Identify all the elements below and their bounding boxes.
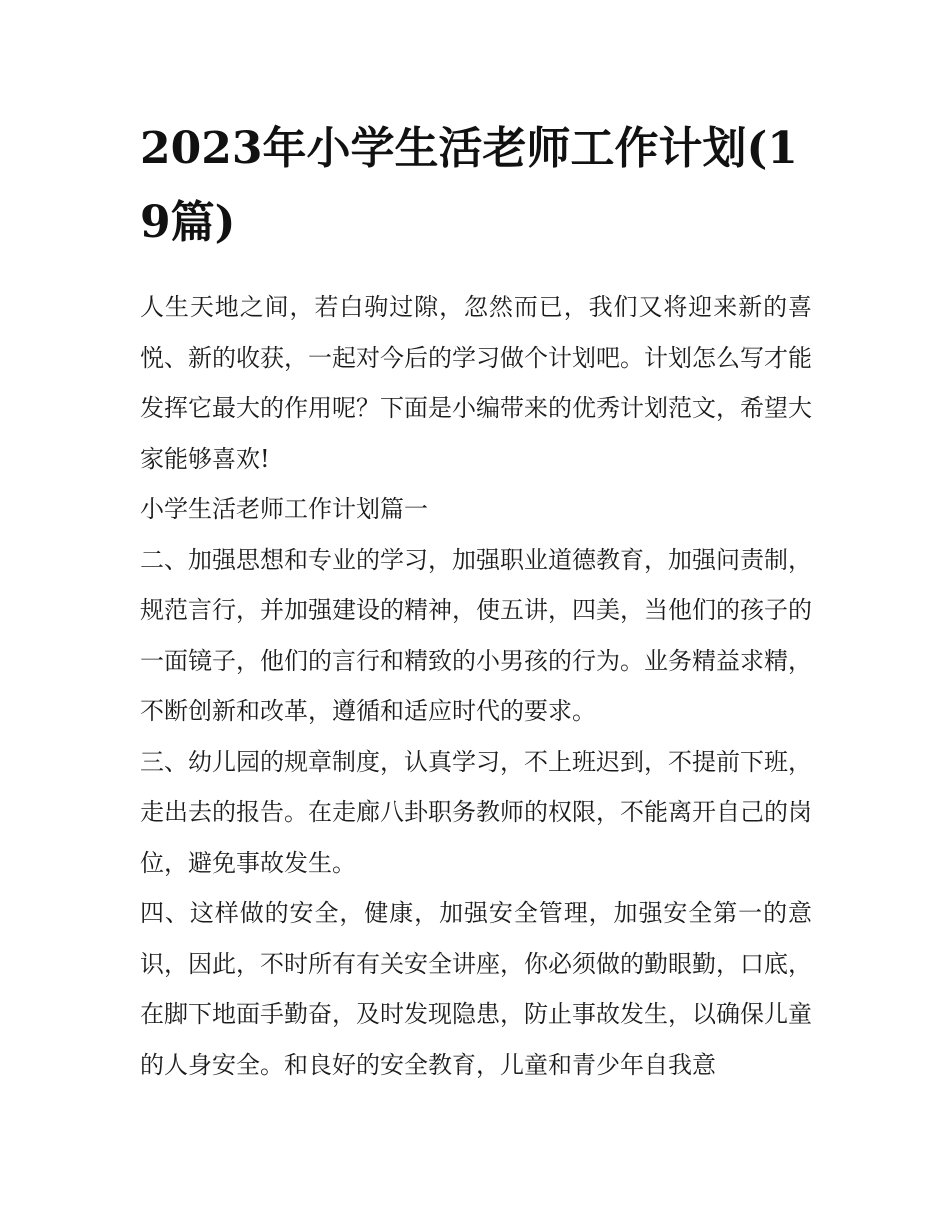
- paragraph-item-2: 二、加强思想和专业的学习，加强职业道德教育，加强问责制，规范言行，并加强建设的精神，使五讲，四美，当他们的孩子的一面镜子，他们的言行和精致的小男孩的行为。业务精益求精，不断创新和改革，遵循和适应时代的要求。: [140, 545, 812, 725]
- paragraph-item-3: 三、幼儿园的规章制度，认真学习，不上班迟到，不提前下班，走出去的报告。在走廊八卦职务教师的权限，不能离开自己的岗位，避免事故发生。: [140, 747, 812, 877]
- section-heading: 小学生活老师工作计划篇一: [140, 495, 428, 523]
- document-body: [140, 112, 812, 1090]
- document-title: 2023年小学生活老师工作计划(19篇): [140, 123, 798, 248]
- intro-paragraph: 人生天地之间，若白驹过隙，忽然而已，我们又将迎来新的喜悦、新的收获，一起对今后的学习做个计划吧。计划怎么写才能发挥它最大的作用呢？下面是小编带来的优秀计划范文，希望大家能够喜欢!: [140, 293, 812, 473]
- paragraph-item-4: 四、这样做的安全，健康，加强安全管理，加强安全第一的意识，因此，不时所有有关安全讲座，你必须做的勤眼勤，口底，在脚下地面手勤奋，及时发现隐患，防止事故发生，以确保儿童的人身安全。和良好的安全教育，儿童和青少年自我意: [140, 899, 812, 1079]
